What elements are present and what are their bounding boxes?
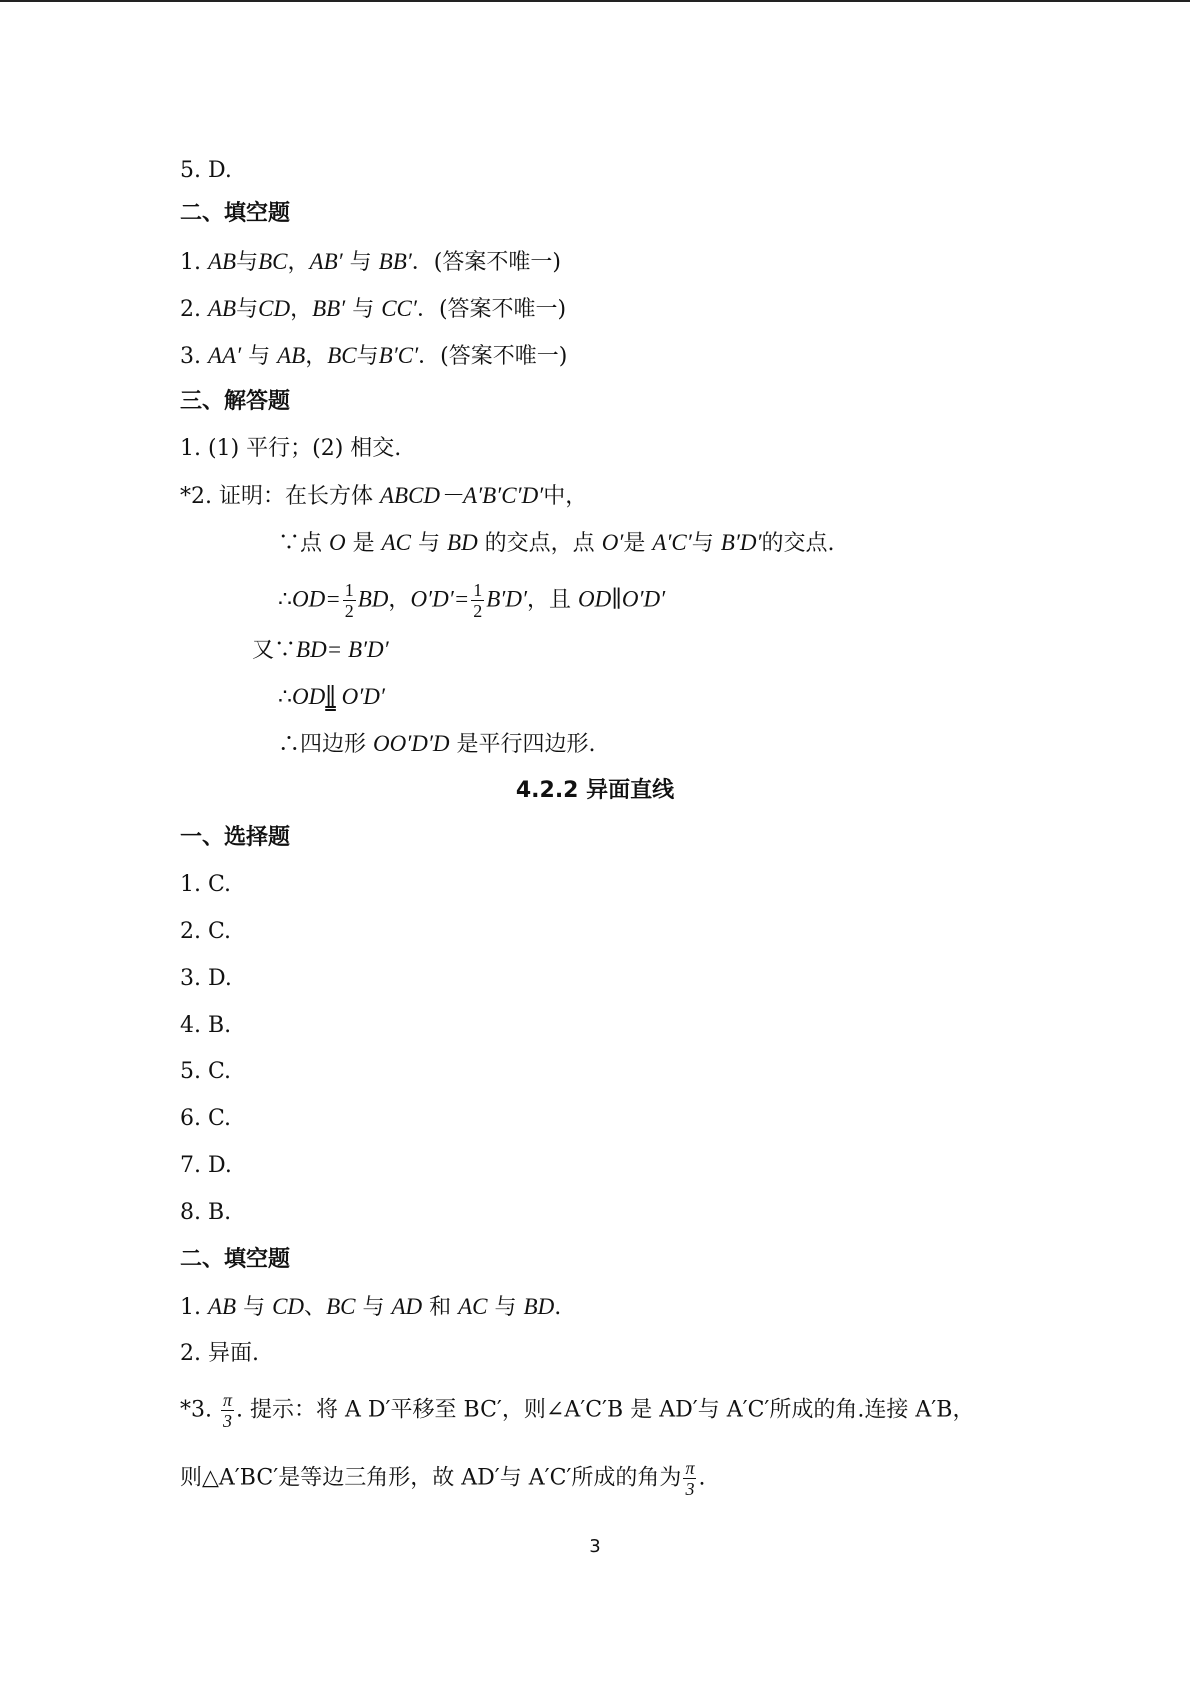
- answer-line: 则△A′BC′是等边三角形，故 AD′与 A′C′所成的角为 $\frac{\pi}{3}$ .: [180, 1458, 706, 1499]
- answer-line: 1. AB 与 CD、BC 与 AD 和 AC 与 BD.: [180, 1294, 562, 1320]
- section-heading: 三、解答题: [180, 389, 291, 414]
- answer-line: *3. $\frac{\pi}{3}$ . 提示：将 A D′平移至 BC′，则∠A′C′B 是 AD′与 A′C′所成的角.连接 A′B，: [180, 1390, 975, 1431]
- proof-line: ∵点 O 是 AC 与 BD 的交点，点 O′是 A′C′与 B′D′的交点.: [278, 530, 835, 556]
- section-heading: 一、选择题: [180, 825, 291, 850]
- section-heading: 二、填空题: [180, 1247, 291, 1272]
- section-heading: 二、填空题: [180, 201, 291, 226]
- answer-line: 1. AB与BC，AB′ 与 BB′．(答案不唯一): [180, 249, 561, 275]
- page-number: 3: [589, 1536, 601, 1557]
- answer-line: 1. C.: [180, 872, 232, 897]
- answer-line: 3. D.: [180, 966, 232, 991]
- proof-line: 又∵BD= B′D′: [252, 637, 389, 663]
- fraction-half: $\frac{1}{2}$: [344, 580, 354, 621]
- answer-line: 2. 异面.: [180, 1341, 259, 1366]
- answer-line: 2. C.: [180, 919, 232, 944]
- answer-line: 8. B.: [180, 1200, 232, 1225]
- fraction-half: $\frac{1}{2}$: [473, 580, 483, 621]
- answer-line: 1. (1) 平行；(2) 相交.: [180, 436, 402, 461]
- fraction-pi-over-3: $\frac{\pi}{3}$: [222, 1390, 233, 1431]
- proof-line: ∴OD= $\frac{1}{2}$ BD，O′D′= $\frac{1}{2}$ B′D′，且 OD∥O′D′: [278, 580, 666, 621]
- answer-line: 6. C.: [180, 1106, 232, 1131]
- proof-line: *2. 证明：在长方体 ABCD－A′B′C′D′中，: [180, 483, 588, 509]
- proof-line: ∴OD∥ O′D′: [278, 684, 385, 710]
- answer-line: 2. AB与CD，BB′ 与 CC′．(答案不唯一): [180, 296, 567, 322]
- section-title: 4.2.2 异面直线: [515, 778, 675, 803]
- answer-line: 3. AA′ 与 AB，BC与B′C′．(答案不唯一): [180, 343, 568, 369]
- top-border: [0, 0, 1190, 2]
- fraction-pi-over-3: $\frac{\pi}{3}$: [685, 1458, 695, 1499]
- answer-line: 7. D.: [180, 1153, 232, 1178]
- parallel-equal-symbol: ∥: [325, 684, 336, 709]
- answer-line: 4. B.: [180, 1013, 232, 1038]
- answer-line: 5. D.: [180, 158, 232, 183]
- answer-line: 5. C.: [180, 1059, 232, 1084]
- proof-line: ∴四边形 OO′D′D 是平行四边形.: [278, 731, 596, 757]
